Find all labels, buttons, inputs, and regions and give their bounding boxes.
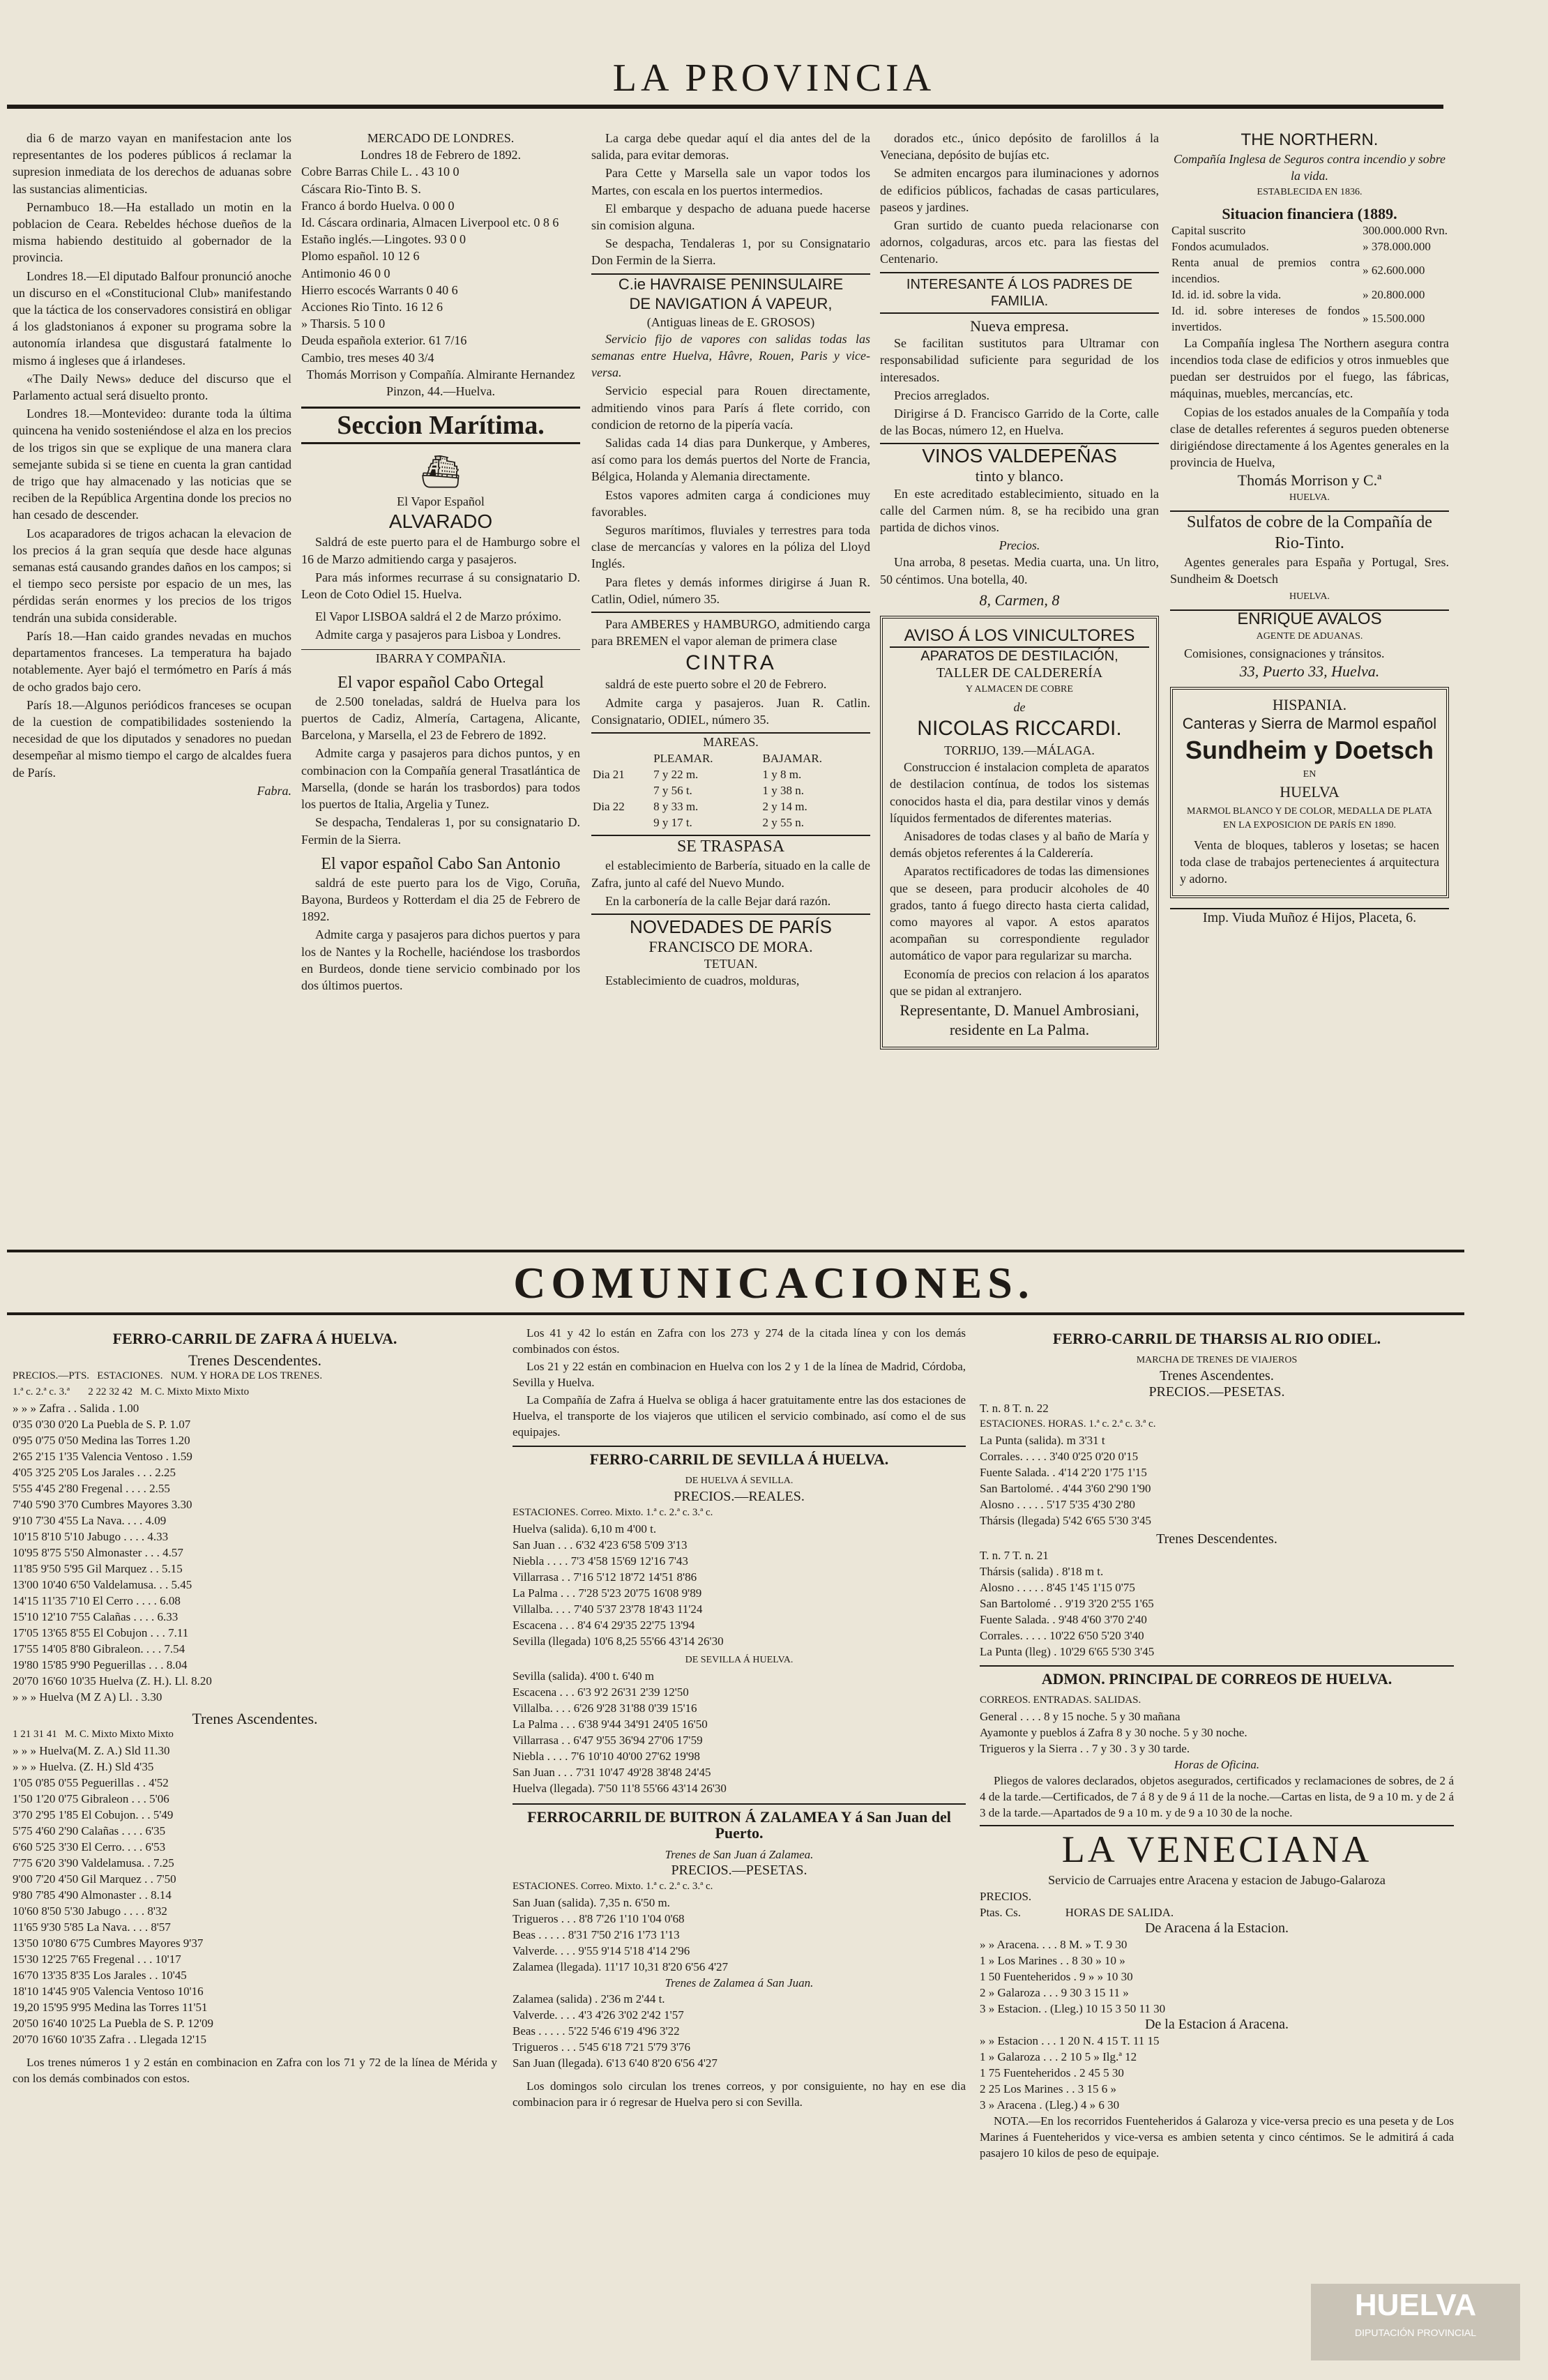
market-signature: Thomás Morrison y Compañía. Almirante Hernandez Pinzon, 44.—Huelva. bbox=[306, 367, 575, 399]
ad-title: ENRIQUE AVALOS bbox=[1170, 609, 1449, 628]
table-row: 18'10 14'45 9'05 Valencia Ventoso 10'16 bbox=[13, 1985, 204, 1998]
market-row: » Tharsis. 5 10 0 bbox=[301, 317, 386, 331]
ad-paragraph: Gran surtido de cuanto pueda relacionarse con adornos, colgaduras, arcos etc. para las fiestas del Centenario. bbox=[880, 218, 1159, 266]
section-rule bbox=[7, 1312, 1464, 1315]
table-row: San Juan (salida). 7,35 n. 6'50 m. bbox=[513, 1896, 670, 1909]
ad-title: SE TRASPASA bbox=[591, 835, 870, 857]
printer-credit: Imp. Viuda Muñoz é Hijos, Placeta, 6. bbox=[1170, 908, 1449, 926]
table-row: 7'40 5'90 3'70 Cumbres Mayores 3.30 bbox=[13, 1498, 192, 1511]
table-row: » » » Huelva. (Z. H.) Sld 4'35 bbox=[13, 1760, 154, 1773]
market-date: Londres 18 de Febrero de 1892. bbox=[361, 148, 521, 162]
market-row: Plomo español. 10 12 6 bbox=[301, 249, 420, 264]
table-cell: 300.000.000 Rvn. bbox=[1363, 223, 1448, 237]
table-row: » » » Zafra . . Salida . 1.00 bbox=[13, 1402, 139, 1415]
table-row: San Juan . . . 6'32 4'23 6'58 5'09 3'13 bbox=[513, 1538, 688, 1552]
table-row: 9'10 7'30 4'55 La Nava. . . . 4.09 bbox=[13, 1514, 167, 1527]
table-cell: » 62.600.000 bbox=[1363, 264, 1425, 278]
table-row: 2'65 2'15 1'35 Valencia Ventoso . 1.59 bbox=[13, 1450, 192, 1463]
shipping-paragraph: Para Cette y Marsella sale un vapor todos los Martes, con escala en los puertos intermedios. bbox=[591, 166, 870, 197]
logo-text: HUELVA bbox=[1354, 2288, 1477, 2322]
table-row: San Juan . . . 7'31 10'47 49'28 38'48 24'45 bbox=[513, 1766, 711, 1779]
ad-subtitle: Precios. bbox=[999, 538, 1040, 553]
table-cell: » 20.800.000 bbox=[1363, 287, 1425, 301]
ship-icon: ⛴ bbox=[420, 454, 462, 490]
ad-subtitle: HUELVA bbox=[1280, 782, 1340, 801]
table-cell: Renta anual de premios contra incendios. bbox=[1171, 255, 1360, 285]
ship-paragraph: Admite carga y pasajeros para dichos puertos y para los de Nantes y la Rochelle, haciéndose los trasbordos en Burdeos, donde tiene servicio combinado por los dos últimos puertos. bbox=[301, 927, 580, 992]
table-row: 13'00 10'40 6'50 Valdelamusa. . . 5.45 bbox=[13, 1578, 192, 1591]
maritime-section-title: Seccion Marítima. bbox=[301, 407, 580, 444]
section-rule bbox=[7, 1250, 1464, 1252]
ad-paragraph: Se facilitan sustitutos para Ultramar con responsabilidad suficiente para seguridad de los interesados. bbox=[880, 336, 1159, 384]
table-row: Trigueros . . . 8'8 7'26 1'10 1'04 0'68 bbox=[513, 1912, 685, 1925]
table-cell bbox=[591, 782, 652, 798]
table-row: 20'70 16'60 10'35 Huelva (Z. H.). Ll. 8.20 bbox=[13, 1674, 212, 1688]
market-row: Estaño inglés.—Lingotes. 93 0 0 bbox=[301, 232, 466, 247]
column-shipping bbox=[591, 130, 870, 1231]
table-row: 3'70 2'95 1'85 El Cobujon. . . 5'49 bbox=[13, 1808, 174, 1821]
table-row: San Juan (llegada). 6'13 6'40 8'20 6'56 4'27 bbox=[513, 2056, 718, 2070]
ad-paragraph: Una arroba, 8 pesetas. Media cuarta, una. Un litro, 50 céntimos. Una botella, 40. bbox=[880, 555, 1159, 586]
ad-title: LA VENECIANA bbox=[980, 1825, 1454, 1872]
market-row: Antimonio 46 0 0 bbox=[301, 266, 390, 280]
table-row: 1 50 Fuenteheridos . 9 » » 10 30 bbox=[980, 1970, 1133, 1983]
railway-header: ESTACIONES. Correo. Mixto. 1.ª c. 2.ª c. 3.ª c. bbox=[513, 1507, 713, 1518]
table-row: 19'80 15'85 9'90 Peguerillas . . . 8.04 bbox=[13, 1658, 188, 1672]
ad-paragraph: Copias de los estados anuales de la Compañía y toda clase de detalles referentes á seguros pueden obtenerse dirigiéndose directamente á los Agentes generales en la provincia de Huelva, bbox=[1170, 404, 1449, 470]
ship-paragraph: Se despacha, Tendaleras 1, por su consignatario D. Fermin de la Sierra. bbox=[301, 815, 580, 847]
table-row: Sevilla (salida). 4'00 t. 6'40 m bbox=[513, 1669, 655, 1683]
railway-subtitle: PRECIOS.—PESETAS. bbox=[671, 1863, 807, 1878]
table-row bbox=[591, 750, 870, 766]
railway-subtitle: DE SEVILLA Á HUELVA. bbox=[685, 1655, 794, 1665]
ship-heading: El vapor español Cabo Ortegal bbox=[337, 673, 544, 692]
table-row: » » Aracena. . . . 8 M. » T. 9 30 bbox=[980, 1938, 1128, 1951]
railway-title: FERROCARRIL DE BUITRON Á ZALAMEA Y á San Juan del Puerto. bbox=[513, 1803, 966, 1841]
ad-paragraph: La Compañía inglesa The Northern asegura contra incendios toda clase de edificios y otros inmuebles que puedan ser destruidos por el fuego, las fábricas, máquinas, muebles, mercancías, etc. bbox=[1170, 335, 1449, 401]
table-row: Ayamonte y pueblos á Zafra 8 y 30 noche. 5 y 30 noche. bbox=[980, 1726, 1247, 1739]
table-row: 1 75 Fuenteheridos . 2 45 5 30 bbox=[980, 2066, 1124, 2079]
ad-subtitle: HISPANIA. bbox=[1272, 696, 1347, 714]
ad-address: TORRIJO, 139.—MÁLAGA. bbox=[944, 743, 1095, 757]
ad-title: Canteras y Sierra de Marmol español bbox=[1182, 715, 1437, 733]
table-row: Beas . . . . . 5'22 5'46 6'19 4'96 3'22 bbox=[513, 2024, 680, 2038]
table-cell: Id. id. sobre intereses de fondos invertidos. bbox=[1171, 303, 1360, 333]
table-row: 6'60 5'25 3'30 El Cerro. . . . 6'53 bbox=[13, 1840, 166, 1854]
ship-paragraph: Para más informes recurrase á su consignatario D. Leon de Coto Odiel 15. Huelva. bbox=[301, 570, 580, 602]
ship-paragraph: Admite carga y pasajeros para dichos puntos, y en combinacion con la Compañía general Trasatlántica de Marsella, (donde se harán los trasbordos) para todos los puertos de Italia, Argelia y Tunez. bbox=[301, 746, 580, 812]
ad-subtitle: Compañía Inglesa de Seguros contra incendio y sobre la vida. bbox=[1173, 152, 1446, 183]
column-news bbox=[13, 130, 291, 1231]
table-row: 0'35 0'30 0'20 La Puebla de S. P. 1.07 bbox=[13, 1418, 191, 1431]
table-row bbox=[591, 782, 870, 798]
table-cell: BAJAMAR. bbox=[762, 752, 823, 766]
table-row: 17'05 13'65 8'55 El Cobujon . . . 7.11 bbox=[13, 1626, 189, 1639]
market-row: Cáscara Rio-Tinto B. S. bbox=[301, 181, 421, 196]
table-row bbox=[1170, 238, 1449, 255]
railway-note: Pliegos de valores declarados, objetos asegurados, certificados y reclamaciones de sobres, de 2 á 4 de la tarde.—Certificados, de 7 á 8 y de 9 á 11 de la noche.—Cartas en lista, de 9 a 10 m. y de 2 á 3 de la tarde.—Apartados de 9 a 10 m. y de 9 a 10 30 de la noche. bbox=[980, 1774, 1454, 1819]
railway-title: FERRO-CARRIL DE ZAFRA Á HUELVA. bbox=[112, 1330, 397, 1347]
table-row: 15'30 12'25 7'65 Fregenal . . . 10'17 bbox=[13, 1953, 181, 1966]
table-row: 2 » Galaroza . . . 9 30 3 15 11 » bbox=[980, 1986, 1129, 1999]
news-paragraph: Londres 18.—El diputado Balfour pronunció anoche un discurso en el «Constitucional Club» manifestando que la táctica de los conservadores consistirá en obligar á los gladstonianos á exponer su programa sobre la autonomía irlandesa que disgustará fatalmente lo mismo á ingleses que á irlandeses. bbox=[13, 268, 291, 367]
table-cell: Id. id. id. sobre la vida. bbox=[1171, 287, 1282, 301]
table-row: Valverde. . . . 4'3 4'26 3'02 2'42 1'57 bbox=[513, 2008, 684, 2022]
railway-header: CORREOS. ENTRADAS. SALIDAS. bbox=[980, 1695, 1141, 1706]
railway-subtitle: Trenes Descendentes. bbox=[1156, 1531, 1277, 1547]
ship-heading: El Vapor Español bbox=[397, 494, 485, 509]
table-row: 0'95 0'75 0'50 Medina las Torres 1.20 bbox=[13, 1434, 190, 1447]
railway-subtitle: MARCHA DE TRENES DE VIAJEROS bbox=[1136, 1355, 1298, 1365]
market-row: Id. Cáscara ordinaria, Almacen Liverpool etc. 0 8 6 bbox=[301, 215, 559, 230]
ship-paragraph: Admite carga y pasajeros para Lisboa y Londres. bbox=[315, 628, 561, 642]
railway-note: Los domingos solo circulan los trenes correos, y por consiguiente, no hay en ese dia combinacion para ir ó regresar de Huelva pero si con Sevilla. bbox=[513, 2079, 966, 2109]
table-row: Beas . . . . . 8'31 7'50 2'16 1'73 1'13 bbox=[513, 1928, 680, 1941]
company-subtitle: DE NAVIGATION Á VAPEUR, bbox=[629, 294, 833, 312]
table-cell: » 15.500.000 bbox=[1363, 312, 1425, 326]
table-row bbox=[1170, 287, 1449, 303]
agent-name: Thomás Morrison y C.ª bbox=[1237, 471, 1382, 490]
railway-header: ESTACIONES. HORAS. 1.ª c. 2.ª c. 3.ª c. bbox=[980, 1418, 1156, 1430]
ship-paragraph: saldrá de este puerto para los de Vigo, Coruña, Bayona, Burdeos y Rotterdam el dia 25 de Febrero de 1892. bbox=[301, 875, 580, 924]
column-markets bbox=[301, 130, 580, 1231]
table-cell: 2 y 55 n. bbox=[762, 816, 805, 830]
table-row: La Punta (lleg) . 10'29 6'65 5'30 3'45 bbox=[980, 1645, 1155, 1658]
railway-header: PRECIOS. bbox=[980, 1890, 1032, 1903]
news-signature: Fabra. bbox=[257, 783, 291, 798]
ship-heading: El vapor español Cabo San Antonio bbox=[321, 854, 561, 873]
shipping-paragraph: Servicio especial para Rouen directamente, admitiendo vinos para París á flete corrido, con condicion de retorno de la pipería vacía. bbox=[591, 384, 870, 432]
table-row: Alosno . . . . . 5'17 5'35 4'30 2'80 bbox=[980, 1498, 1135, 1511]
table-row: 2 25 Los Marines . . 3 15 6 » bbox=[980, 2082, 1116, 2095]
railway-header: T. n. 7 T. n. 21 bbox=[980, 1549, 1049, 1562]
table-cell: 1 y 8 m. bbox=[762, 768, 802, 782]
logo-subtext: DIPUTACIÓN PROVINCIAL bbox=[1355, 2327, 1476, 2338]
market-row: Hierro escocés Warrants 0 40 6 bbox=[301, 282, 458, 297]
post-office-title: ADMON. PRINCIPAL DE CORREOS DE HUELVA. bbox=[980, 1665, 1454, 1687]
railway-subtitle: De la Estacion á Aracena. bbox=[1144, 2017, 1289, 2032]
table-row: La Palma . . . 7'28 5'23 20'75 16'08 9'89 bbox=[513, 1586, 702, 1600]
table-row bbox=[1170, 255, 1449, 287]
company-name: C.ie HAVRAISE PENINSULAIRE bbox=[591, 273, 870, 294]
table-cell: Dia 22 bbox=[593, 800, 625, 814]
table-row: 9'00 7'20 4'50 Gil Marquez . . 7'50 bbox=[13, 1872, 176, 1886]
table-row: Sevilla (llegada) 10'6 8,25 55'66 43'14 26'30 bbox=[513, 1635, 724, 1648]
ad-subtitle: de bbox=[1013, 699, 1026, 714]
sevilla-railway bbox=[513, 1325, 966, 2371]
ad-title: THE NORTHERN. bbox=[1240, 130, 1379, 149]
railway-subtitle: Trenes Ascendentes. bbox=[1160, 1368, 1274, 1384]
table-row: Villalba. . . . 6'26 9'28 31'88 0'39 15'16 bbox=[513, 1701, 697, 1715]
market-row: Cambio, tres meses 40 3/4 bbox=[301, 350, 434, 365]
shipping-paragraph: Para fletes y demás informes dirigirse á Juan R. Catlin, Odiel, número 35. bbox=[591, 575, 870, 606]
table-row: 20'50 16'40 10'25 La Puebla de S. P. 12'09 bbox=[13, 2017, 214, 2030]
table-row: 7'75 6'20 3'90 Valdelamusa. . 7.25 bbox=[13, 1856, 174, 1870]
ad-subtitle: Y ALMACEN DE COBRE bbox=[966, 684, 1073, 695]
news-paragraph: Pernambuco 18.—Ha estallado un motin en la poblacion de Ceara. Rebeldes héchose dueños de la misma habiendo destituido al gobernador de la provincia. bbox=[13, 199, 291, 265]
watermark-logo bbox=[1311, 2284, 1520, 2360]
table-row: Thársis (salida) . 8'18 m t. bbox=[980, 1565, 1104, 1578]
table-row: 10'60 8'50 5'30 Jabugo . . . . 8'32 bbox=[13, 1904, 167, 1918]
table-row: La Palma . . . 6'38 9'44 34'91 24'05 16'50 bbox=[513, 1718, 708, 1731]
table-row: 5'75 4'60 2'90 Calañas . . . . 6'35 bbox=[13, 1824, 166, 1837]
table-row: 9'80 7'85 4'90 Almonaster . . 8.14 bbox=[13, 1888, 172, 1902]
railway-header: 1 21 31 41 M. C. Mixto Mixto Mixto bbox=[13, 1729, 174, 1740]
table-row: 1 » Galaroza . . . 2 10 5 » Ilg.ª 12 bbox=[980, 2050, 1137, 2063]
market-row: Acciones Rio Tinto. 16 12 6 bbox=[301, 300, 443, 314]
ad-address: 33, Puerto 33, Huelva. bbox=[1239, 662, 1380, 681]
tides-title: MAREAS. bbox=[591, 732, 870, 750]
shipping-paragraph: El embarque y despacho de aduana puede hacerse sin comision alguna. bbox=[591, 201, 870, 233]
ad-subtitle: TETUAN. bbox=[704, 957, 758, 971]
ad-subtitle: Servicio de Carruajes entre Aracena y estacion de Jabugo-Galaroza bbox=[1048, 1873, 1386, 1887]
table-row: 15'10 12'10 7'55 Calañas . . . . 6.33 bbox=[13, 1610, 179, 1623]
company-subtitle: (Antiguas lineas de E. GROSOS) bbox=[646, 314, 815, 329]
railway-note: La Compañía de Zafra á Huelva se obliga á hacer gratuitamente entre las dos estaciones de Huelva, el transporte de los viajeros que utilicen el servicio combinado, así como el de sus equipajes. bbox=[513, 1393, 966, 1439]
railway-subtitle: Trenes Ascendentes. bbox=[192, 1710, 318, 1727]
table-cell: Fondos acumulados. bbox=[1171, 239, 1269, 253]
table-cell: » 378.000.000 bbox=[1363, 239, 1431, 253]
zafra-railway bbox=[13, 1325, 497, 2371]
table-row: General . . . . 8 y 15 noche. 5 y 30 mañana bbox=[980, 1710, 1181, 1723]
table-row: San Bartolomé. . 4'44 3'60 2'90 1'90 bbox=[980, 1482, 1151, 1495]
railway-note: Los 21 y 22 están en combinacion en Huelva con los 2 y 1 de la línea de Madrid, Córdoba, Sevilla y Huelva. bbox=[513, 1360, 966, 1389]
ad-paragraph: Comisiones, consignaciones y tránsitos. bbox=[1184, 646, 1385, 660]
ad-paragraph: Anisadores de todas clases y al baño de María y demás objetos referentes á la Calderería. bbox=[890, 828, 1149, 861]
news-paragraph: «The Daily News» deduce del discurso que el Parlamento actual será disuelto pronto. bbox=[13, 371, 291, 403]
shipping-paragraph: La carga debe quedar aquí el dia antes del de la salida, para evitar demoras. bbox=[591, 131, 870, 162]
table-row: Valverde. . . . 9'55 9'14 5'18 4'14 2'96 bbox=[513, 1944, 690, 1957]
railway-title: FERRO-CARRIL DE THARSIS AL RIO ODIEL. bbox=[1052, 1330, 1381, 1347]
financial-table bbox=[1170, 222, 1449, 335]
table-row: Villalba. . . . 7'40 5'37 23'78 18'43 11'24 bbox=[513, 1602, 703, 1616]
table-row: Escacena . . . 8'4 6'4 29'35 22'75 13'94 bbox=[513, 1619, 695, 1632]
table-row: Trigueros . . . 5'45 6'18 7'21 5'79 3'76 bbox=[513, 2040, 691, 2054]
railway-header: T. n. 8 T. n. 22 bbox=[980, 1402, 1049, 1415]
shipping-paragraph: Admite carga y pasajeros. Juan R. Catlin. Consignatario, ODIEL, número 35. bbox=[591, 695, 870, 727]
ship-name: CINTRA bbox=[685, 651, 776, 675]
distillation-ad bbox=[880, 616, 1159, 1049]
table-row: » » » Huelva (M Z A) Ll. . 3.30 bbox=[13, 1690, 162, 1704]
header-rule bbox=[7, 105, 1443, 109]
ship-name: ALVARADO bbox=[388, 510, 493, 533]
table-row: 1'05 0'85 0'55 Peguerillas . . 4'52 bbox=[13, 1776, 169, 1789]
table-row: Fuente Salada. . 4'14 2'20 1'75 1'15 bbox=[980, 1466, 1147, 1479]
railway-subtitle: DE HUELVA Á SEVILLA. bbox=[685, 1476, 794, 1486]
ship-paragraph: de 2.500 toneladas, saldrá de Huelva para los puertos de Cadiz, Almería, Cartagena, Alicante, Barcelona, y Marsella, el 23 de Febrero de 1892. bbox=[301, 694, 580, 743]
railway-subtitle: De Aracena á la Estacion. bbox=[1144, 1920, 1289, 1936]
table-row: Huelva (salida). 6,10 m 4'00 t. bbox=[513, 1522, 657, 1536]
ad-representative: Representante, D. Manuel Ambrosiani, residente en La Palma. bbox=[900, 1001, 1139, 1038]
ad-paragraph: dorados etc., único depósito de farolillos á la Veneciana, depósito de bujías etc. bbox=[880, 131, 1159, 162]
table-row: Fuente Salada. . 9'48 4'60 3'70 2'40 bbox=[980, 1613, 1147, 1626]
shipping-paragraph: Para AMBERES y HAMBURGO, admitiendo carga para BREMEN el vapor aleman de primera clase bbox=[591, 612, 870, 649]
table-row: Escacena . . . 6'3 9'2 26'31 2'39 12'50 bbox=[513, 1685, 689, 1699]
table-row: 19,20 15'95 9'95 Medina las Torres 11'51 bbox=[13, 2001, 208, 2014]
market-row: Cobre Barras Chile L. . 43 10 0 bbox=[301, 165, 460, 179]
table-row: Niebla . . . . 7'3 4'58 15'69 12'16 7'43 bbox=[513, 1554, 688, 1568]
railway-subtitle: Horas de Oficina. bbox=[1174, 1758, 1260, 1771]
table-row: 3 » Estacion. . (Lleg.) 10 15 3 50 11 30 bbox=[980, 2002, 1166, 2015]
shipping-paragraph: Estos vapores admiten carga á condiciones muy favorables. bbox=[591, 487, 870, 519]
table-row: 11'85 9'50 5'95 Gil Marquez . . 5.15 bbox=[13, 1562, 183, 1575]
ad-subtitle: TALLER DE CALDERERÍA bbox=[936, 665, 1103, 681]
ad-subtitle: AGENTE DE ADUANAS. bbox=[1256, 630, 1363, 642]
table-row: Zalamea (llegada). 11'17 10,31 8'20 6'56 4'27 bbox=[513, 1960, 729, 1973]
ad-title: NOVEDADES DE PARÍS bbox=[591, 914, 870, 939]
agent-city: HUELVA. bbox=[1289, 492, 1330, 503]
table-row: 14'15 11'35 7'10 El Cerro . . . . 6.08 bbox=[13, 1594, 181, 1607]
table-row bbox=[1170, 222, 1449, 238]
table-row bbox=[1170, 303, 1449, 335]
news-paragraph: dia 6 de marzo vayan en manifestacion ante los representantes de los poderes públicos á reclamar la supresion inmediata de los derechos de aduanas sobre las sustancias alimenticias. bbox=[13, 131, 291, 196]
ship-paragraph: Saldrá de este puerto para el de Hamburgo sobre el 16 de Marzo admitiendo carga y pasajeros. bbox=[301, 535, 580, 566]
table-row: Villarrasa . . 6'47 9'55 36'94 27'06 17'59 bbox=[513, 1734, 703, 1747]
railway-note: Los 41 y 42 lo están en Zafra con los 273 y 274 de la citada línea y con los demás combinados con éstos. bbox=[513, 1326, 966, 1356]
ad-paragraph: Se admiten encargos para iluminaciones y adornos de edificios públicos, fachadas de casas particulares, paseos y jardines. bbox=[880, 166, 1159, 214]
ad-subtitle: FRANCISCO DE MORA. bbox=[648, 937, 813, 955]
table-cell: 9 y 17 t. bbox=[653, 816, 692, 830]
page-title: LA PROVINCIA bbox=[612, 56, 936, 100]
railway-title: FERRO-CARRIL DE SEVILLA Á HUELVA. bbox=[513, 1446, 966, 1467]
ad-paragraph: Aparatos rectificadores de todas las dimensiones que se deseen, para producir alcoholes de 40 grados, tanto á fuego directo hasta cierta calidad, como mayores al vapor. A estos aparatos acompañan su correspondiente regulador automático de vapor para regularizar su marcha. bbox=[890, 864, 1149, 963]
ship-paragraph: El Vapor LISBOA saldrá el 2 de Marzo próximo. bbox=[315, 609, 562, 624]
table-row: La Punta (salida). m 3'31 t bbox=[980, 1434, 1105, 1447]
column-ads bbox=[880, 130, 1159, 1231]
ad-subtitle: Situacion financiera (1889. bbox=[1222, 204, 1397, 222]
table-row: 4'05 3'25 2'05 Los Jarales . . . 2.25 bbox=[13, 1466, 176, 1479]
table-row: 3 » Aracena . (Lleg.) 4 » 6 30 bbox=[980, 2098, 1120, 2112]
section-title: COMUNICACIONES. bbox=[513, 1258, 1035, 1308]
table-row: 13'50 10'80 6'75 Cumbres Mayores 9'37 bbox=[13, 1936, 204, 1950]
shipping-paragraph: Servicio fijo de vapores con salidas todas las semanas entre Huelva, Hâvre, Rouen, Paris y vice-versa. bbox=[591, 331, 870, 380]
ad-company: Sundheim y Doetsch bbox=[1185, 736, 1434, 765]
table-row: Trigueros y la Sierra . . 7 y 30 . 3 y 30 tarde. bbox=[980, 1742, 1190, 1755]
table-row bbox=[591, 814, 870, 831]
railway-subtitle: Trenes de Zalamea á San Juan. bbox=[665, 1976, 814, 1989]
table-row bbox=[591, 798, 870, 814]
table-cell: PLEAMAR. bbox=[653, 752, 713, 766]
tides-table bbox=[591, 750, 870, 831]
shipping-paragraph: saldrá de este puerto sobre el 20 de Febrero. bbox=[605, 677, 827, 692]
ad-paragraph: Agentes generales para España y Portugal, Sres. Sundheim & Doetsch bbox=[1170, 554, 1449, 586]
ad-subtitle: MARMOL BLANCO Y DE COLOR, MEDALLA DE PLATA EN LA EXPOSICION DE PARÍS EN 1890. bbox=[1187, 805, 1432, 831]
agent-city: HUELVA. bbox=[1289, 591, 1330, 602]
table-row: San Bartolomé . . 9'19 3'20 2'55 1'65 bbox=[980, 1597, 1154, 1610]
news-paragraph: París 18.—Han caido grandes nevadas en muchos departamentos franceses. La temperatura ha bajado notablemente. Ayer bajó el termómetro en París á más de ocho grados bajo cero. bbox=[13, 628, 291, 694]
table-row: Niebla . . . . 7'6 10'10 40'00 27'62 19'98 bbox=[513, 1750, 700, 1763]
railway-header: ESTACIONES. Correo. Mixto. 1.ª c. 2.ª c. 3.ª c. bbox=[513, 1881, 713, 1892]
table-cell: 7 y 22 m. bbox=[653, 768, 699, 782]
ad-paragraph: Venta de bloques, tableros y losetas; se hacen toda clase de trabajos pertenecientes á arquitectura y adorno. bbox=[1180, 837, 1439, 886]
ad-paragraph: En la carbonería de la calle Bejar dará razón. bbox=[605, 893, 831, 908]
table-row: Corrales. . . . . 3'40 0'25 0'20 0'15 bbox=[980, 1450, 1139, 1463]
table-cell: 1 y 38 n. bbox=[762, 784, 805, 798]
ad-title: VINOS VALDEPEÑAS bbox=[880, 443, 1159, 468]
news-paragraph: París 18.—Algunos periódicos franceses se ocupan de la cuestion de compatibilidades sosteniendo la necesidad de que los diputados y senadores no puedan desempeñar al mismo tiempo el cargo de alcaldes fuera de París. bbox=[13, 697, 291, 780]
railway-header: 1.ª c. 2.ª c. 3.ª 2 22 32 42 M. C. Mixto Mixto Mixto bbox=[13, 1386, 250, 1397]
ad-paragraph: Dirigirse á D. Francisco Garrido de la Corte, calle de las Bocas, número 12, en Huelva. bbox=[880, 407, 1159, 438]
ad-paragraph: Economía de precios con relacion á los aparatos que se pidan al extranjero. bbox=[890, 967, 1149, 998]
table-row: » » » Huelva(M. Z. A.) Sld 11.30 bbox=[13, 1744, 170, 1757]
table-row: 10'95 8'75 5'50 Almonaster . . . 4.57 bbox=[13, 1546, 183, 1559]
column-insurance bbox=[1170, 130, 1449, 1231]
ad-subtitle: APARATOS DE DESTILACIÓN, bbox=[920, 649, 1118, 665]
table-row: 20'70 16'60 10'35 Zafra . . Llegada 12'15 bbox=[13, 2033, 207, 2046]
railway-note: Los trenes números 1 y 2 están en combinacion en Zafra con los 71 y 72 de la línea de Mérida y con los demás combinados con estos. bbox=[13, 2056, 497, 2085]
table-row: 17'55 14'05 8'80 Gibraleon. . . . 7.54 bbox=[13, 1642, 185, 1655]
table-row bbox=[591, 766, 870, 782]
market-row: Franco á bordo Huelva. 0 00 0 bbox=[301, 198, 455, 213]
market-title: MERCADO DE LONDRES. bbox=[367, 131, 515, 145]
ad-paragraph: Establecimiento de cuadros, molduras, bbox=[605, 973, 800, 988]
ad-company: NICOLAS RICCARDI. bbox=[917, 716, 1122, 740]
table-row: Huelva (llegada). 7'50 11'8 55'66 43'14 26'30 bbox=[513, 1782, 727, 1795]
table-row: 11'65 9'30 5'85 La Nava. . . . 8'57 bbox=[13, 1920, 171, 1934]
ad-subtitle: EN bbox=[1303, 769, 1316, 780]
table-cell: 7 y 56 t. bbox=[653, 784, 692, 798]
ad-subtitle: Nueva empresa. bbox=[970, 317, 1069, 335]
table-row: Thársis (llegada) 5'42 6'65 5'30 3'45 bbox=[980, 1514, 1151, 1527]
railway-subtitle: PRECIOS.—PESETAS. bbox=[1148, 1384, 1285, 1400]
ad-paragraph: el establecimiento de Barbería, situado en la calle de Zafra, junto al café del Nuevo Mundo. bbox=[591, 858, 870, 890]
table-row: 1 » Los Marines . . 8 30 » 10 » bbox=[980, 1954, 1125, 1967]
news-paragraph: Los acaparadores de trigos achacan la elevacion de los precios á la gran sequía que desde hace algunas semanas está causando grandes daños en los campos; si el tiempo seco persiste por espacio de un mes, las pérdidas serán enormes y los precios de los trigos tendrán una subida considerable. bbox=[13, 526, 291, 625]
ad-paragraph: Precios arreglados. bbox=[894, 388, 989, 402]
railway-subtitle: Trenes de San Juan á Zalamea. bbox=[665, 1848, 814, 1861]
shipping-paragraph: Seguros marítimos, fluviales y terrestres para toda clase de mercancías y valores en la póliza del Lloyd Inglés. bbox=[591, 523, 870, 571]
railway-header: PRECIOS.—PTS. ESTACIONES. NUM. Y HORA DE LOS TRENES. bbox=[13, 1370, 323, 1381]
table-cell bbox=[591, 814, 652, 831]
table-row: Zalamea (salida) . 2'36 m 2'44 t. bbox=[513, 1992, 665, 2006]
ad-title: INTERESANTE Á LOS PADRES DE FAMILIA. bbox=[880, 272, 1159, 314]
ad-paragraph: Construccion é instalacion completa de aparatos de destilacion contínua, de todos los sistemas conocidos hasta el dia, para destilar vinos y demás líquidos fermentados de diferentes materias. bbox=[890, 760, 1149, 825]
table-cell: Dia 21 bbox=[593, 768, 625, 782]
table-row: Villarrasa . . 7'16 5'12 18'72 14'51 8'86 bbox=[513, 1570, 697, 1584]
table-cell: 2 y 14 m. bbox=[762, 800, 807, 814]
ad-subtitle: tinto y blanco. bbox=[975, 467, 1064, 485]
ad-title: AVISO Á LOS VINICULTORES bbox=[890, 626, 1149, 648]
shipping-paragraph: Salidas cada 14 dias para Dunkerque, y Amberes, así como para los demás puertos del Norte de Francia, Bélgica, Holanda y Alemania directamente. bbox=[591, 436, 870, 484]
company-name: IBARRA Y COMPAÑIA. bbox=[301, 649, 580, 667]
table-row: 16'70 13'35 8'35 Los Jarales . . 10'45 bbox=[13, 1969, 187, 1982]
market-row: Deuda española exterior. 61 7/16 bbox=[301, 333, 467, 348]
table-row: Alosno . . . . . 8'45 1'45 1'15 0'75 bbox=[980, 1581, 1135, 1594]
ad-address: 8, Carmen, 8 bbox=[979, 591, 1060, 609]
tharsis-railway bbox=[980, 1325, 1454, 2259]
railway-note: NOTA.—En los recorridos Fuenteheridos á Galaroza y vice-versa precio es una peseta y de Los Marines á Fuenteheridos y vice-versa es ambien setenta y cinco céntimos. Se le admitirá á cada pasajero 10 kilos de peso de equipaje. bbox=[980, 2114, 1454, 2160]
news-paragraph: Londres 18.—Montevideo: durante toda la última quincena ha venido sosteniéndose el alza en los precios de los trigos sin que se explique de una manera clara semejante subida si se tiene en cuenta la gran cantidad de trigo que hay almacenado y las noticias que se reciben de la República Argentina donde los precios no han cesado de descender. bbox=[13, 407, 291, 522]
table-row: » » Estacion . . . 1 20 N. 4 15 T. 11 15 bbox=[980, 2034, 1160, 2047]
table-cell: Capital suscrito bbox=[1171, 223, 1246, 237]
railway-header: Ptas. Cs. HORAS DE SALIDA. bbox=[980, 1906, 1174, 1919]
table-row: 10'15 8'10 5'10 Jabugo . . . . 4.33 bbox=[13, 1530, 169, 1543]
table-row: Corrales. . . . . 10'22 6'50 5'20 3'40 bbox=[980, 1629, 1144, 1642]
railway-subtitle: PRECIOS.—REALES. bbox=[674, 1489, 805, 1504]
ad-paragraph: En este acreditado establecimiento, situado en la calle del Carmen núm. 8, se ha recibido una gran partida de dichos vinos. bbox=[880, 486, 1159, 535]
shipping-paragraph: Se despacha, Tendaleras 1, por su Consignatario Don Fermin de la Sierra. bbox=[591, 236, 870, 268]
table-row: 5'55 4'45 2'80 Fregenal . . . . 2.55 bbox=[13, 1482, 170, 1495]
ad-subtitle: ESTABLECIDA EN 1836. bbox=[1257, 187, 1363, 198]
marble-ad bbox=[1170, 687, 1449, 898]
table-cell: 8 y 33 m. bbox=[653, 800, 699, 814]
railway-subtitle: Trenes Descendentes. bbox=[188, 1351, 322, 1369]
table-row: 1'50 1'20 0'75 Gibraleon . . . 5'06 bbox=[13, 1792, 169, 1805]
ad-title: Sulfatos de cobre de la Compañía de Rio-Tinto. bbox=[1170, 510, 1449, 554]
